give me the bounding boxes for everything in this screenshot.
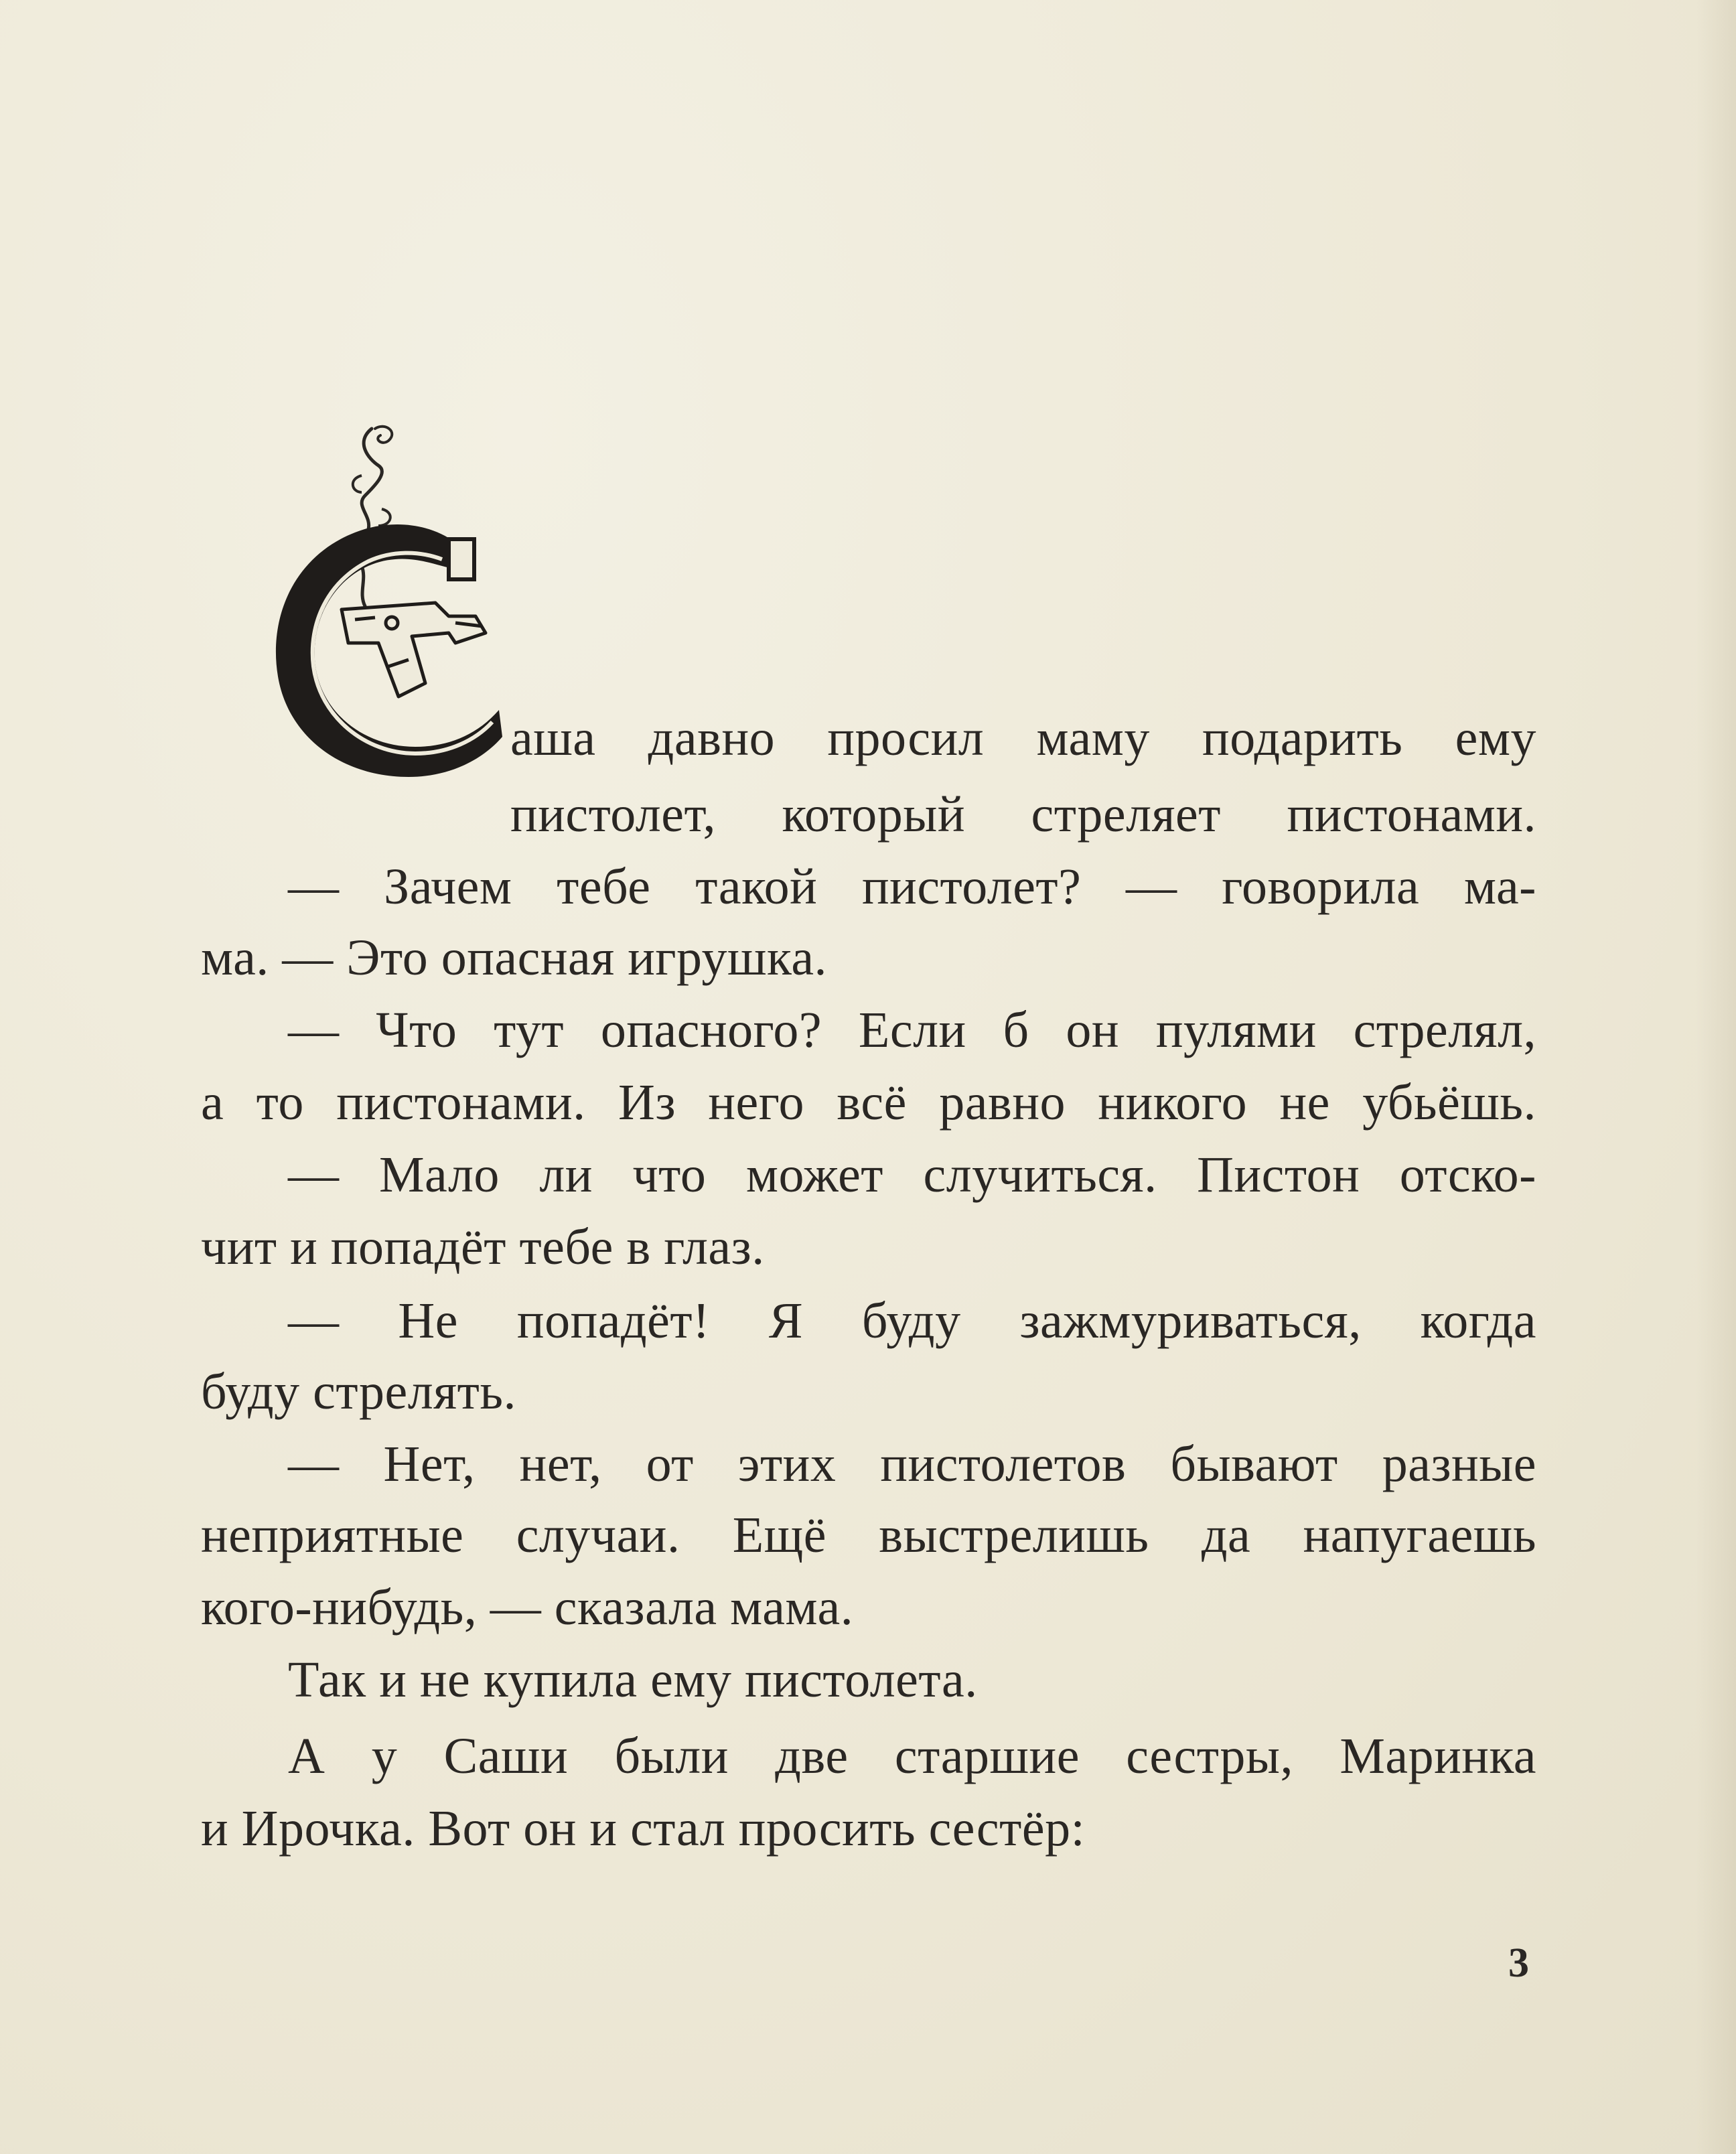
text-line: — Зачем тебе такой пистолет? — говорила ма- [288,859,1536,915]
text-line: а то пистонами. Из него всё равно никого не убьёшь. [201,1074,1536,1131]
text-line: буду стрелять. [201,1364,517,1420]
text-line: Так и не купила ему пистолета. [288,1652,978,1708]
page-number: 3 [1508,1940,1529,1986]
text-line: А у Саши были две старшие сестры, Маринка [288,1728,1536,1784]
text-line: ма. — Это опасная игрушка. [201,930,828,986]
text-line: кого-нибудь, — сказала мама. [201,1579,854,1636]
text-line: пистолет, который стреляет пистонами. [510,786,1536,843]
text-line: — Мало ли что может случиться. Пистон отско- [288,1147,1536,1203]
text-line: — Что тут опасного? Если б он пулями стрелял, [288,1002,1536,1058]
page-edge-shade [1696,0,1736,2154]
text-line: и Ирочка. Вот он и стал просить сестёр: [201,1800,1086,1857]
text-line: аша давно просил маму подарить ему [510,710,1536,766]
text-line: — Нет, нет, от этих пистолетов бывают разные [288,1436,1536,1492]
text-line: чит и попадёт тебе в глаз. [201,1219,765,1275]
text-line: — Не попадёт! Я буду зажмуриваться, когда [288,1293,1536,1349]
text-line: неприятные случаи. Ещё выстрелишь да напугаешь [201,1507,1536,1563]
drop-cap-s-pistol-icon [255,402,522,831]
